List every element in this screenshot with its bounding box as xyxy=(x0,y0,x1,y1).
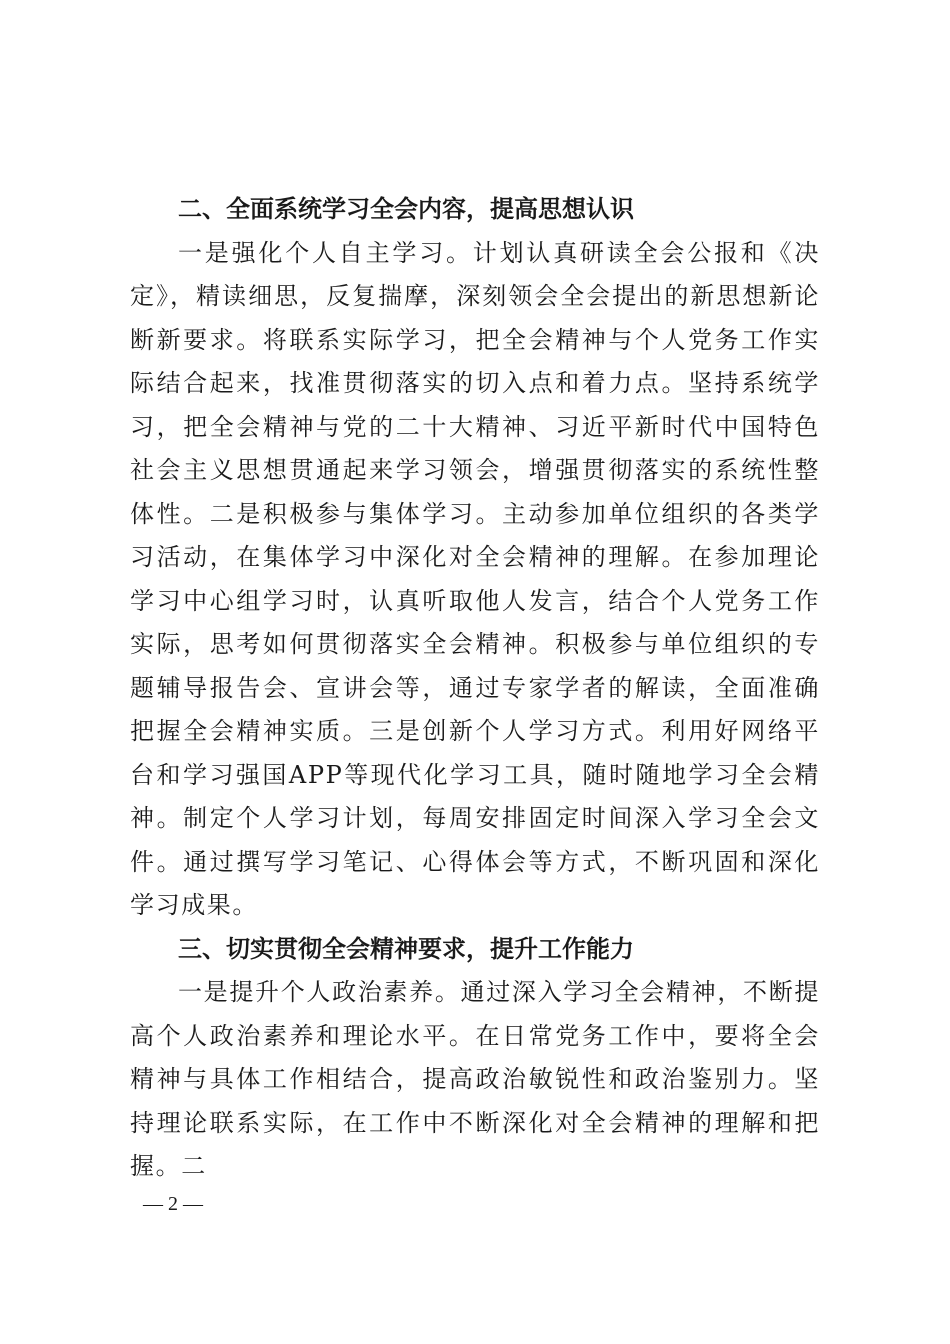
section-heading-3: 三、切实贯彻全会精神要求，提升工作能力 xyxy=(178,934,634,963)
section-paragraph-2: 一是强化个人自主学习。计划认真研读全会公报和《决定》，精读细思，反复揣摩，深刻领会全会提出的新思想新论断新要求。将联系实际学习，把全会精神与个人党务工作实际结合起来，找准贯彻落实的切入点和着力点。坚持系统学习，把全会精神与党的二十大精神、习近平新时代中国特色社会主义思想贯通起来学习领会，增强贯彻落实的系统性整体性。二是积极参与集体学习。主动参加单位组织的各类学习活动，在集体学习中深化对全会精神的理解。在参加理论学习中心组学习时，认真听取他人发言，结合个人党务工作实际，思考如何贯彻落实全会精神。积极参与单位组织的专题辅导报告会、宣讲会等，通过专家学者的解读，全面准确把握全会精神实质。三是创新个人学习方式。利用好网络平台和学习强国APP等现代化学习工具，随时随地学习全会精神。制定个人学习计划，每周安排固定时间深入学习全会文件。通过撰写学习笔记、心得体会等方式，不断巩固和深化学习成果。 xyxy=(130,238,820,919)
page-number: — 2 — xyxy=(143,1193,203,1215)
section-heading-2: 二、全面系统学习全会内容，提高思想认识 xyxy=(178,195,634,223)
section-paragraph-3: 一是提升个人政治素养。通过深入学习全会精神，不断提高个人政治素养和理论水平。在日常党务工作中，要将全会精神与具体工作相结合，提高政治敏锐性和政治鉴别力。坚持理论联系实际，在工作中不断深化对全会精神的理解和把握。二 xyxy=(130,978,820,1180)
document-body xyxy=(130,188,820,1189)
